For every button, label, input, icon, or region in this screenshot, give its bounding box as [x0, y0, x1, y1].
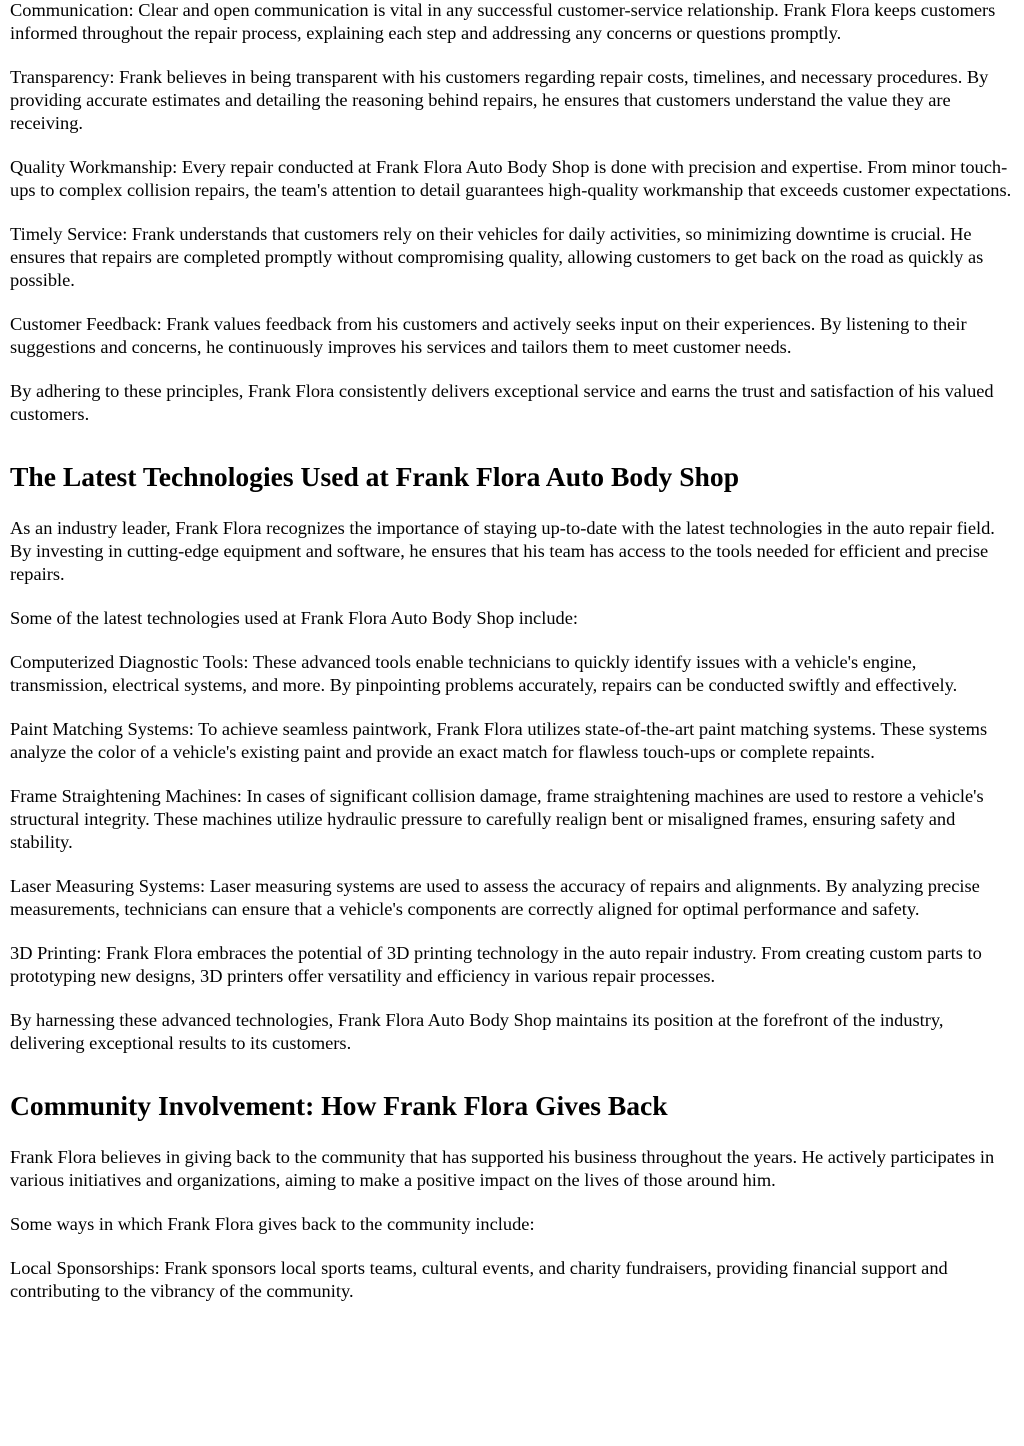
- paragraph-frame-straightening: Frame Straightening Machines: In cases of significant collision damage, frame straightening machines are used to restore a vehicle's structural integrity. These machines utilize hydraulic pressure to carefully realign bent or misaligned frames, ensuring safety and stability.: [10, 786, 984, 852]
- technologies-heading: The Latest Technologies Used at Frank Flora Auto Body Shop: [10, 461, 740, 492]
- paragraph-3d-printing: 3D Printing: Frank Flora embraces the potential of 3D printing technology in the auto repair industry. From creating custom parts to prototyping new designs, 3D printers offer versatility and efficiency in various repair processes.: [10, 943, 982, 986]
- service-principles-section: [10, 0, 1014, 426]
- community-section: [10, 1090, 1014, 1303]
- paragraph-laser-measuring: Laser Measuring Systems: Laser measuring systems are used to assess the accuracy of repairs and alignments. By analyzing precise measurements, technicians can ensure that a vehicle's components are correctly aligned for optimal performance and safety.: [10, 876, 980, 919]
- technologies-section: [10, 461, 1014, 1055]
- paragraph-local-sponsorships: Local Sponsorships: Frank sponsors local sports teams, cultural events, and charity fundraisers, providing financial support and contributing to the vibrancy of the community.: [10, 1258, 948, 1301]
- article-body: [10, 0, 1014, 1303]
- paragraph-quality-workmanship: Quality Workmanship: Every repair conducted at Frank Flora Auto Body Shop is done with precision and expertise. From minor touch-ups to complex collision repairs, the team's attention to detail guarantees high-quality workmanship that exceeds customer expectations.: [10, 157, 1012, 200]
- paragraph-principles-summary: By adhering to these principles, Frank Flora consistently delivers exceptional service and earns the trust and satisfaction of his valued customers.: [10, 381, 994, 424]
- paragraph-community-intro: Some ways in which Frank Flora gives back to the community include:: [10, 1214, 535, 1234]
- paragraph-paint-matching: Paint Matching Systems: To achieve seamless paintwork, Frank Flora utilizes state-of-the-art paint matching systems. These systems analyze the color of a vehicle's existing paint and provide an exact match for flawless touch-ups or complete repaints.: [10, 719, 988, 762]
- paragraph-communication: Communication: Clear and open communication is vital in any successful customer-service relationship. Frank Flora keeps customers informed throughout the repair process, explaining each step and addressing any concerns or questions promptly.: [10, 0, 996, 43]
- paragraph-diagnostic-tools: Computerized Diagnostic Tools: These advanced tools enable technicians to quickly identify issues with a vehicle's engine, transmission, electrical systems, and more. By pinpointing problems accurately, repairs can be conducted swiftly and effectively.: [10, 652, 958, 695]
- paragraph-technologies-intro: Some of the latest technologies used at Frank Flora Auto Body Shop include:: [10, 608, 578, 628]
- paragraph-giving-back: Frank Flora believes in giving back to the community that has supported his business throughout the years. He actively participates in various initiatives and organizations, aiming to make a positive impact on the lives of those around him.: [10, 1147, 995, 1190]
- paragraph-transparency: Transparency: Frank believes in being transparent with his customers regarding repair costs, timelines, and necessary procedures. By providing accurate estimates and detailing the reasoning behind repairs, he ensures that customers understand the value they are receiving.: [10, 67, 989, 133]
- paragraph-timely-service: Timely Service: Frank understands that customers rely on their vehicles for daily activities, so minimizing downtime is crucial. He ensures that repairs are completed promptly without compromising quality, allowing customers to get back on the road as quickly as possible.: [10, 224, 984, 290]
- paragraph-industry-leader: As an industry leader, Frank Flora recognizes the importance of staying up-to-date with the latest technologies in the auto repair field. By investing in cutting-edge equipment and software, he ensures that his team has access to the tools needed for efficient and precise repairs.: [10, 518, 995, 584]
- paragraph-technologies-summary: By harnessing these advanced technologies, Frank Flora Auto Body Shop maintains its position at the forefront of the industry, delivering exceptional results to its customers.: [10, 1010, 944, 1053]
- community-heading: Community Involvement: How Frank Flora Gives Back: [10, 1090, 668, 1121]
- paragraph-customer-feedback: Customer Feedback: Frank values feedback from his customers and actively seeks input on their experiences. By listening to their suggestions and concerns, he continuously improves his services and tailors them to meet customer needs.: [10, 314, 967, 357]
